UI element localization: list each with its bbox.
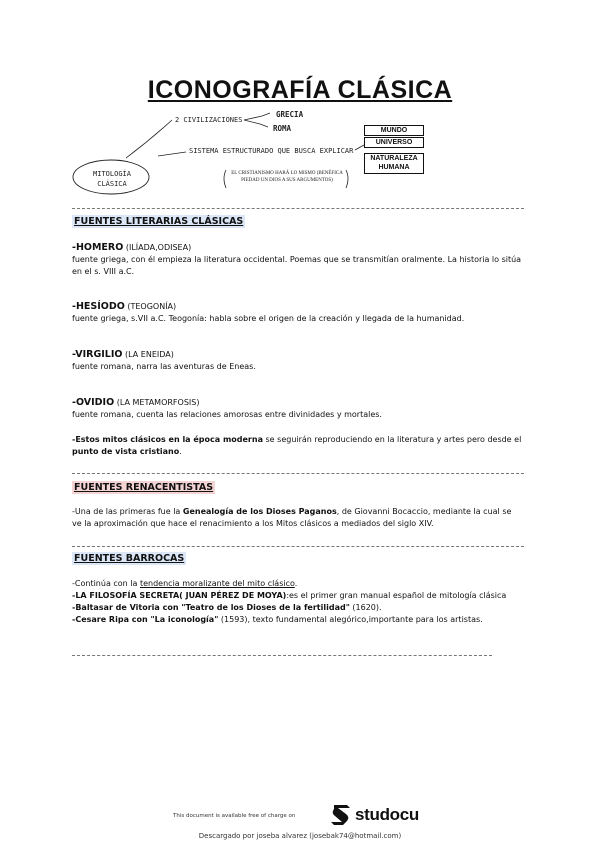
virgilio-block: [72, 349, 522, 373]
virgilio-text: fuente romana, narra las aventuras de Eneas.: [72, 362, 256, 371]
ovidio-works: (LA METAMORFOSIS): [116, 398, 200, 407]
hesiodo-works: (TEOGONÍA): [127, 302, 177, 311]
barrocas-l4b: -Cesare Ripa con "La iconología": [72, 615, 219, 624]
barrocas-list: [72, 578, 522, 626]
hesiodo-name: -HESÍODO: [72, 301, 125, 312]
divider: [72, 208, 524, 209]
ovidio-block: [72, 397, 522, 421]
mitologia-label: MITOLOGÍA CLÁSICA: [93, 170, 131, 188]
studocu-logo-icon[interactable]: [331, 803, 353, 827]
page-title: ICONOGRAFÍA CLÁSICA: [147, 76, 453, 104]
sistema-label: SISTEMA ESTRUCTURADO QUE BUSCA EXPLICAR: [189, 147, 354, 155]
studocu-brand[interactable]: studocu: [355, 805, 420, 824]
barrocas-l1b: .: [294, 579, 298, 588]
homero-name: -HOMERO: [72, 242, 124, 253]
divider: [72, 655, 492, 656]
divider: [72, 546, 524, 547]
moderna-end: .: [179, 447, 182, 456]
roma-label: ROMA: [273, 124, 292, 133]
ovidio-name: -OVIDIO: [72, 397, 115, 408]
barrocas-item: [72, 614, 522, 626]
homero-text: fuente griega, con él empieza la literatura occidental. Poemas que se transmitían oralmente. La historia lo sitúa en el s. VIII a.C.: [72, 255, 522, 276]
barrocas-l1u: tendencia moralizante del mito clásico: [139, 579, 295, 588]
section-heading-barrocas: FUENTES BARROCAS: [74, 553, 185, 564]
moderna-paragraph: [72, 434, 522, 458]
cristianismo-note: EL CRISTIANISMO HARÁ LO MISMO (BENÉFICA PIEDAD UN DIOS A SUS ARGUMENTOS): [231, 171, 343, 183]
virgilio-name: -VIRGILIO: [72, 349, 123, 360]
moderna-bold: -Estos mitos clásicos en la época moderna: [72, 435, 263, 444]
footer-downloaded-text: Descargado por joseba alvarez (josebak74@hotmail.com): [198, 832, 402, 840]
virgilio-works: (LA ENEIDA): [125, 350, 174, 359]
barrocas-l3b: -Baltasar de Vitoria con "Teatro de los Dioses de la fertilidad": [72, 603, 350, 612]
ren-bold: Genealogía de los Dioses Paganos: [182, 507, 337, 516]
hesiodo-text: fuente griega, s.VII a.C. Teogonía: habla sobre el origen de la creación y llegada de la humanidad.: [72, 314, 465, 323]
ren-text2: , de Giovanni Bocaccio, mediante la cual se ve la aproximación que hace el renacimiento a los Mitos clásicos a mediados del siglo XIV.: [72, 507, 512, 528]
barrocas-item: [72, 602, 522, 614]
homero-works: (ILÍADA,ODISEA): [125, 243, 192, 252]
ren-text1: -Una de las primeras fue la: [72, 507, 183, 516]
civilizaciones-label: 2 CIVILIZACIONES: [175, 116, 243, 124]
barrocas-l2b: -LA FILOSOFÍA SECRETA( JUAN PÉREZ DE MOYA): [72, 591, 287, 600]
divider: [72, 473, 524, 474]
renacentistas-paragraph: [72, 506, 522, 530]
barrocas-l1a: -Continúa con la: [72, 579, 140, 588]
footer-available-text: This document is available free of charge on: [173, 813, 296, 819]
section-heading-renacentistas: FUENTES RENACENTISTAS: [74, 482, 214, 493]
box-universo: UNIVERSO: [364, 137, 424, 148]
barrocas-l2t: :es el primer gran manual español de mitología clásica: [286, 591, 507, 600]
homero-block: [72, 242, 522, 278]
barrocas-l3t: (1620).: [349, 603, 382, 612]
section-heading-literarias: FUENTES LITERARIAS CLÁSICAS: [74, 216, 244, 227]
moderna-text: se seguirán reproduciendo en la literatura y artes pero desde el: [262, 435, 522, 444]
barrocas-item: [72, 578, 522, 590]
box-mundo: MUNDO: [364, 125, 424, 136]
barrocas-item: [72, 590, 522, 602]
moderna-bold2: punto de vista cristiano: [72, 447, 180, 456]
hesiodo-block: [72, 301, 522, 325]
box-naturaleza: NATURALEZA HUMANA: [364, 153, 424, 174]
barrocas-l4t: (1593), texto fundamental alegórico,importante para los artistas.: [218, 615, 483, 624]
ovidio-text: fuente romana, cuenta las relaciones amorosas entre divinidades y mortales.: [72, 410, 382, 419]
grecia-label: GRECIA: [276, 110, 304, 119]
